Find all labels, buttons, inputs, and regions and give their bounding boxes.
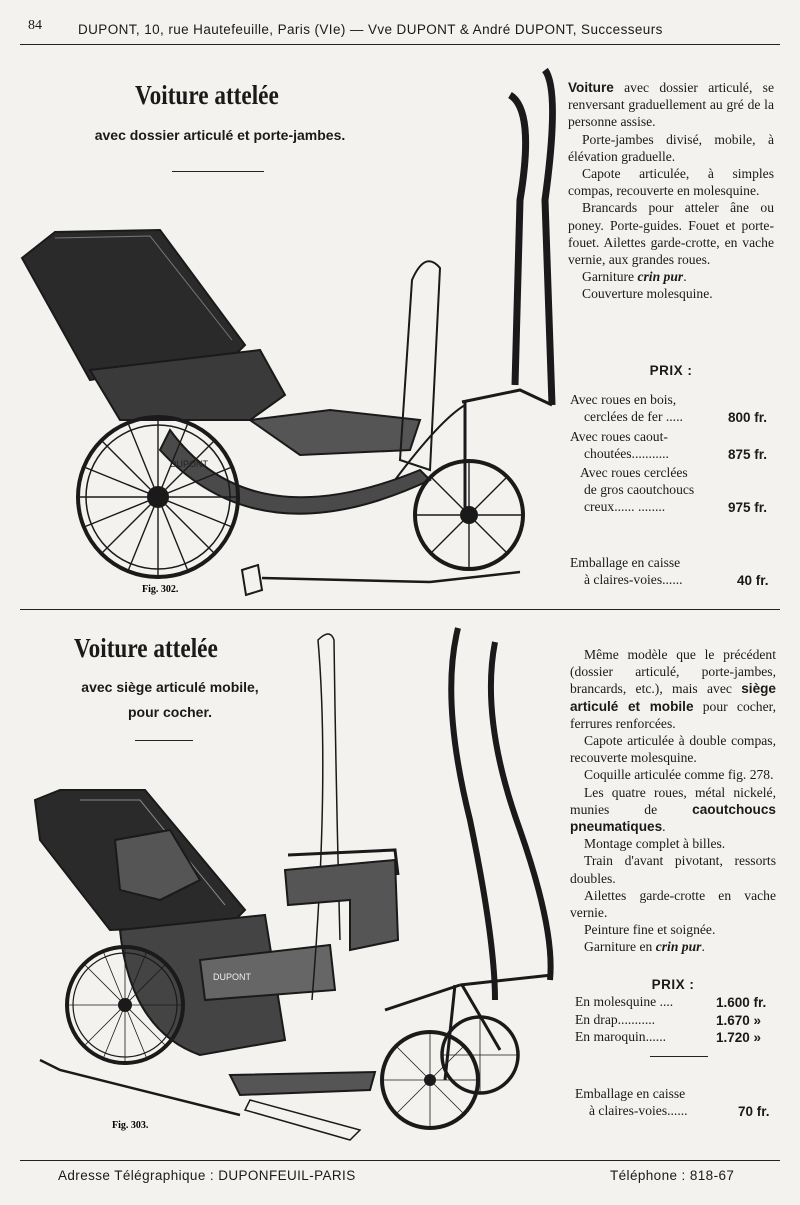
price3-line2: de gros caoutchoucs — [584, 482, 695, 497]
desc2-p1: Même modèle que le précédent (dossier articulé, porte-jambes, brancards, etc.), mais avec siège articulé et mobile pour cocher, ferrures renforcées. — [570, 647, 776, 731]
price1-value: 800 fr. — [728, 410, 768, 425]
desc2-p3: Coquille articulée comme fig. 278. — [584, 767, 774, 783]
price-separator — [650, 1056, 708, 1057]
price3-line3: creux...... ........ — [584, 499, 666, 514]
product2-subtitle-line1: avec siège articulé mobile, — [81, 679, 259, 695]
packing2-line2: à claires-voies...... — [589, 1103, 688, 1118]
figure-label-302: Fig. 302. — [142, 584, 179, 595]
price3-value: 975 fr. — [728, 500, 768, 515]
packing2-line1: Emballage en caisse — [575, 1086, 686, 1101]
desc2-p6: Train d'avant pivotant, ressorts doubles. — [570, 853, 776, 886]
footer-telegraph-address: Adresse Télégraphique : DUPONFEUIL-PARIS — [58, 1168, 356, 1183]
desc2-p8: Peinture fine et soignée. — [584, 922, 716, 938]
price1-line2: cerclées de fer ..... — [584, 409, 683, 424]
footer-rule — [20, 1160, 780, 1161]
product1-title: Voiture attelée — [135, 80, 279, 110]
price6-label: En maroquin...... — [575, 1029, 666, 1044]
price5-label: En drap........... — [575, 1012, 656, 1027]
product2-description — [570, 646, 776, 956]
price2-line2: choutées........... — [584, 446, 669, 461]
desc1-p1: avec dossier articulé, se renversant graduellement au gré de la personne assise. — [568, 80, 774, 130]
price1-line1: Avec roues en bois, — [570, 392, 677, 407]
desc2-p7: Ailettes garde-crotte en vache vernie. — [570, 887, 776, 921]
desc2-p9: Garniture en crin pur. — [584, 939, 705, 955]
desc1-p5-italic: crin pur — [637, 269, 684, 285]
price5-value: 1.670 » — [716, 1013, 762, 1028]
page-number: 84 — [28, 18, 42, 33]
desc1-p4: Brancards pour atteler âne ou poney. Porte-guides. Fouet et porte-fouet. Ailettes garde-crotte, en vache vernie, aux grandes roues. — [568, 200, 774, 268]
page-header: DUPONT, 10, rue Hautefeuille, Paris (VIe) — Vve DUPONT & André DUPONT, Successeurs — [78, 22, 663, 37]
wheel-plate-302: DUPONT — [170, 459, 208, 469]
product2-prix-label: PRIX : — [651, 977, 695, 992]
footer-telephone: Téléphone : 818-67 — [610, 1168, 735, 1183]
price2-line1: Avec roues caout- — [570, 429, 668, 444]
packing1-line1: Emballage en caisse — [570, 555, 681, 570]
price4-value: 1.600 fr. — [716, 995, 767, 1010]
packing1-line2: à claires-voies...... — [584, 572, 683, 587]
desc2-p4: Les quatre roues, métal nickelé, munies de caoutchoucs pneumatiques. — [570, 784, 776, 835]
wheel-plate-303: DUPONT — [213, 972, 251, 982]
desc1-p6: Couverture molesquine. — [582, 286, 713, 302]
packing2-value: 70 fr. — [738, 1104, 770, 1119]
price2-value: 875 fr. — [728, 447, 768, 462]
product1-subtitle: avec dossier articulé et porte-jambes. — [94, 127, 346, 143]
desc1-p5: Garniture crin pur. — [582, 269, 687, 285]
desc2-p5: Montage complet à billes. — [584, 836, 726, 852]
desc2-p2: Capote articulée à double compas, recouverte molesquine. — [570, 733, 776, 766]
price3-line1: Avec roues cerclées — [580, 465, 688, 480]
product1-prix-label: PRIX : — [649, 363, 693, 378]
desc1-p2: Porte-jambes divisé, mobile, à élévation graduelle. — [568, 131, 774, 164]
price6-value: 1.720 » — [716, 1030, 762, 1045]
desc1-p3: Capote articulée, à simples compas, recouverte en molesquine. — [568, 166, 774, 199]
product2-title: Voiture attelée — [74, 633, 218, 663]
product2-subtitle-line2: pour cocher. — [127, 704, 213, 720]
desc1-lead: Voiture — [568, 80, 614, 95]
packing1-value: 40 fr. — [737, 573, 769, 588]
figure-label-303: Fig. 303. — [112, 1120, 149, 1131]
price4-label: En molesquine .... — [575, 994, 674, 1009]
